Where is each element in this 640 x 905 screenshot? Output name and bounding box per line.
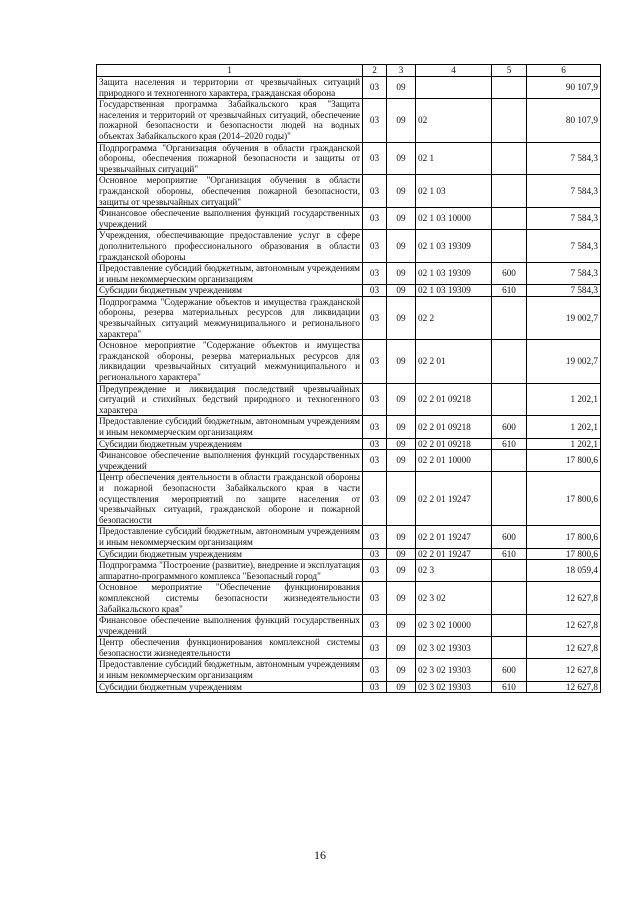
row-expense-type <box>492 383 527 416</box>
table-row <box>97 263 601 285</box>
table-row <box>97 142 601 175</box>
row-name-cell: Субсидии бюджетным учреждениям <box>97 681 363 693</box>
row-name-cell: Основное мероприятие "Содержание объектов и имущества гражданской обороны, резерва материальных ресурсов для ликвидации чрезвычайных ситуаций межмуниципального и регионального характера" <box>97 340 363 383</box>
row-expense-type <box>492 560 527 582</box>
row-name-cell: Центр обеспечения функционирования комплексной системы безопасности жизнедеятельности <box>97 637 363 659</box>
row-name-cell: Учреждения, обеспечивающие предоставление услуг в сфере дополнительного профессионального образования в области гражданской обороны <box>97 230 363 263</box>
table-row <box>97 438 601 450</box>
budget-table <box>96 64 601 693</box>
row-name-cell: Подпрограмма "Организация обучения в области гражданской обороны, обеспечения пожарной безопасности и защиты от чрезвычайных ситуаций" <box>97 142 363 175</box>
table-row <box>97 77 601 99</box>
row-subsection-code: 09 <box>387 659 416 681</box>
row-amount: 12 627,8 <box>527 637 601 659</box>
row-subsection-code: 09 <box>387 450 416 472</box>
row-amount: 7 584,3 <box>527 142 601 175</box>
row-subsection-code: 09 <box>387 582 416 615</box>
row-name-cell: Предоставление субсидий бюджетным, автономным учреждениям и иным некоммерческим организациям <box>97 526 363 548</box>
row-section-code: 03 <box>363 681 387 693</box>
table-row <box>97 637 601 659</box>
row-section-code: 03 <box>363 548 387 560</box>
header-cell-5: 5 <box>492 65 527 77</box>
row-target-article: 02 2 <box>416 296 492 339</box>
row-subsection-code: 09 <box>387 296 416 339</box>
row-section-code: 03 <box>363 472 387 526</box>
table-row <box>97 340 601 383</box>
row-amount: 17 800,6 <box>527 548 601 560</box>
table-body <box>97 77 601 693</box>
row-expense-type: 600 <box>492 416 527 438</box>
row-subsection-code: 09 <box>387 615 416 637</box>
row-subsection-code: 09 <box>387 548 416 560</box>
row-section-code: 03 <box>363 416 387 438</box>
table-row <box>97 285 601 297</box>
row-target-article: 02 3 02 19303 <box>416 637 492 659</box>
row-amount: 7 584,3 <box>527 208 601 230</box>
row-amount: 1 202,1 <box>527 438 601 450</box>
row-target-article: 02 2 01 <box>416 340 492 383</box>
row-amount: 19 002,7 <box>527 296 601 339</box>
row-subsection-code: 09 <box>387 637 416 659</box>
row-section-code: 03 <box>363 208 387 230</box>
row-section-code: 03 <box>363 263 387 285</box>
table-row <box>97 230 601 263</box>
row-subsection-code: 09 <box>387 285 416 297</box>
row-subsection-code: 09 <box>387 175 416 208</box>
row-target-article <box>416 77 492 99</box>
header-cell-4: 4 <box>416 65 492 77</box>
row-name-cell: Финансовое обеспечение выполнения функций государственных учреждений <box>97 450 363 472</box>
row-expense-type: 610 <box>492 548 527 560</box>
row-amount: 7 584,3 <box>527 263 601 285</box>
row-subsection-code: 09 <box>387 416 416 438</box>
row-expense-type: 600 <box>492 526 527 548</box>
row-expense-type: 600 <box>492 659 527 681</box>
row-name-cell: Субсидии бюджетным учреждениям <box>97 285 363 297</box>
row-expense-type <box>492 99 527 142</box>
row-expense-type <box>492 175 527 208</box>
row-section-code: 03 <box>363 230 387 263</box>
row-name-cell: Центр обеспечения деятельности в области гражданской обороны и пожарной безопасности Забайкальского края в части осуществления мероприятий по защите населения от чрезвычайных ситуаций, гражданской обороне и пожарной безопасности <box>97 472 363 526</box>
row-expense-type <box>492 615 527 637</box>
row-section-code: 03 <box>363 438 387 450</box>
row-amount: 1 202,1 <box>527 383 601 416</box>
row-name-cell: Предоставление субсидий бюджетным, автономным учреждениям и иным некоммерческим организациям <box>97 263 363 285</box>
row-name-cell: Предоставление субсидий бюджетным, автономным учреждениям и иным некоммерческим организациям <box>97 659 363 681</box>
row-section-code: 03 <box>363 175 387 208</box>
row-expense-type <box>492 637 527 659</box>
row-section-code: 03 <box>363 560 387 582</box>
row-target-article: 02 2 01 19247 <box>416 472 492 526</box>
header-cell-6: 6 <box>527 65 601 77</box>
row-section-code: 03 <box>363 582 387 615</box>
row-amount: 7 584,3 <box>527 285 601 297</box>
row-section-code: 03 <box>363 615 387 637</box>
row-name-cell: Защита населения и территории от чрезвычайных ситуаций природного и техногенного характера, гражданская оборона <box>97 77 363 99</box>
row-expense-type <box>492 142 527 175</box>
row-amount: 12 627,8 <box>527 659 601 681</box>
table-row <box>97 548 601 560</box>
row-expense-type <box>492 472 527 526</box>
row-subsection-code: 09 <box>387 142 416 175</box>
table-row <box>97 175 601 208</box>
row-target-article: 02 3 02 19303 <box>416 681 492 693</box>
row-subsection-code: 09 <box>387 526 416 548</box>
row-target-article: 02 3 02 19303 <box>416 659 492 681</box>
page-number: 16 <box>314 848 326 862</box>
row-subsection-code: 09 <box>387 340 416 383</box>
row-section-code: 03 <box>363 450 387 472</box>
row-amount: 12 627,8 <box>527 582 601 615</box>
row-name-cell: Субсидии бюджетным учреждениям <box>97 548 363 560</box>
row-target-article: 02 3 02 <box>416 582 492 615</box>
row-name-cell: Предоставление субсидий бюджетным, автономным учреждениям и иным некоммерческим организациям <box>97 416 363 438</box>
row-section-code: 03 <box>363 383 387 416</box>
row-target-article: 02 3 <box>416 560 492 582</box>
row-target-article: 02 1 03 19309 <box>416 230 492 263</box>
table-row <box>97 383 601 416</box>
row-amount: 17 800,6 <box>527 450 601 472</box>
row-name-cell: Подпрограмма "Построение (развитие), внедрение и эксплуатация аппаратно-программного комплекса "Безопасный город" <box>97 560 363 582</box>
row-subsection-code: 09 <box>387 230 416 263</box>
row-expense-type <box>492 208 527 230</box>
row-target-article: 02 1 03 19309 <box>416 263 492 285</box>
row-target-article: 02 2 01 10000 <box>416 450 492 472</box>
row-subsection-code: 09 <box>387 438 416 450</box>
row-expense-type <box>492 582 527 615</box>
row-subsection-code: 09 <box>387 99 416 142</box>
row-section-code: 03 <box>363 659 387 681</box>
row-name-cell: Предупреждение и ликвидация последствий чрезвычайных ситуаций и стихийных бедствий природного и техногенного характера <box>97 383 363 416</box>
row-subsection-code: 09 <box>387 383 416 416</box>
row-expense-type <box>492 230 527 263</box>
row-target-article: 02 2 01 09218 <box>416 416 492 438</box>
row-amount: 1 202,1 <box>527 416 601 438</box>
row-target-article: 02 1 <box>416 142 492 175</box>
row-name-cell: Подпрограмма "Содержание объектов и имущества гражданской обороны, резерва материальных ресурсов для ликвидации чрезвычайных ситуаций межмуниципального и регионального характера" <box>97 296 363 339</box>
row-name-cell: Финансовое обеспечение выполнения функций государственных учреждений <box>97 208 363 230</box>
row-amount: 12 627,8 <box>527 681 601 693</box>
table-row <box>97 659 601 681</box>
table-row <box>97 296 601 339</box>
row-amount: 17 800,6 <box>527 472 601 526</box>
row-section-code: 03 <box>363 99 387 142</box>
row-subsection-code: 09 <box>387 208 416 230</box>
table-row <box>97 560 601 582</box>
row-section-code: 03 <box>363 285 387 297</box>
row-section-code: 03 <box>363 637 387 659</box>
row-target-article: 02 1 03 <box>416 175 492 208</box>
row-expense-type: 610 <box>492 438 527 450</box>
row-expense-type: 600 <box>492 263 527 285</box>
row-target-article: 02 3 02 10000 <box>416 615 492 637</box>
row-amount: 90 107,9 <box>527 77 601 99</box>
row-amount: 7 584,3 <box>527 230 601 263</box>
header-cell-2: 2 <box>363 65 387 77</box>
row-name-cell: Государственная программа Забайкальского края "Защита населения и территорий от чрезвычайных ситуаций, обеспечение пожарной безопасности и безопасности людей на водных объектах Забайкальского края (2014–2020 годы)" <box>97 99 363 142</box>
row-section-code: 03 <box>363 142 387 175</box>
row-expense-type <box>492 340 527 383</box>
table-header-row <box>97 65 601 77</box>
row-target-article: 02 2 01 09218 <box>416 383 492 416</box>
table-row <box>97 450 601 472</box>
row-subsection-code: 09 <box>387 472 416 526</box>
row-amount: 17 800,6 <box>527 526 601 548</box>
table-row <box>97 582 601 615</box>
row-target-article: 02 2 01 09218 <box>416 438 492 450</box>
table-row <box>97 526 601 548</box>
row-expense-type <box>492 77 527 99</box>
header-cell-3: 3 <box>387 65 416 77</box>
table-row <box>97 615 601 637</box>
row-amount: 12 627,8 <box>527 615 601 637</box>
row-section-code: 03 <box>363 77 387 99</box>
header-cell-1: 1 <box>97 65 363 77</box>
row-target-article: 02 2 01 19247 <box>416 526 492 548</box>
row-subsection-code: 09 <box>387 263 416 285</box>
table-row <box>97 99 601 142</box>
row-subsection-code: 09 <box>387 681 416 693</box>
row-name-cell: Основное мероприятие "Организация обучения в области гражданской обороны, обеспечения пожарной безопасности, защиты от чрезвычайных ситуаций" <box>97 175 363 208</box>
row-subsection-code: 09 <box>387 77 416 99</box>
table-row <box>97 681 601 693</box>
row-amount: 19 002,7 <box>527 340 601 383</box>
row-target-article: 02 1 03 10000 <box>416 208 492 230</box>
row-subsection-code: 09 <box>387 560 416 582</box>
row-section-code: 03 <box>363 296 387 339</box>
row-expense-type: 610 <box>492 285 527 297</box>
row-expense-type: 610 <box>492 681 527 693</box>
table-row <box>97 208 601 230</box>
row-amount: 18 059,4 <box>527 560 601 582</box>
row-target-article: 02 1 03 19309 <box>416 285 492 297</box>
row-amount: 80 107,9 <box>527 99 601 142</box>
row-name-cell: Основное мероприятие "Обеспечение функционирования комплексной системы безопасности жизнедеятельности Забайкальского края" <box>97 582 363 615</box>
row-section-code: 03 <box>363 526 387 548</box>
table-row <box>97 416 601 438</box>
row-target-article: 02 2 01 19247 <box>416 548 492 560</box>
table-row <box>97 472 601 526</box>
row-name-cell: Финансовое обеспечение выполнения функций государственных учреждений <box>97 615 363 637</box>
row-name-cell: Субсидии бюджетным учреждениям <box>97 438 363 450</box>
row-expense-type <box>492 296 527 339</box>
row-amount: 7 584,3 <box>527 175 601 208</box>
row-expense-type <box>492 450 527 472</box>
row-target-article: 02 <box>416 99 492 142</box>
row-section-code: 03 <box>363 340 387 383</box>
